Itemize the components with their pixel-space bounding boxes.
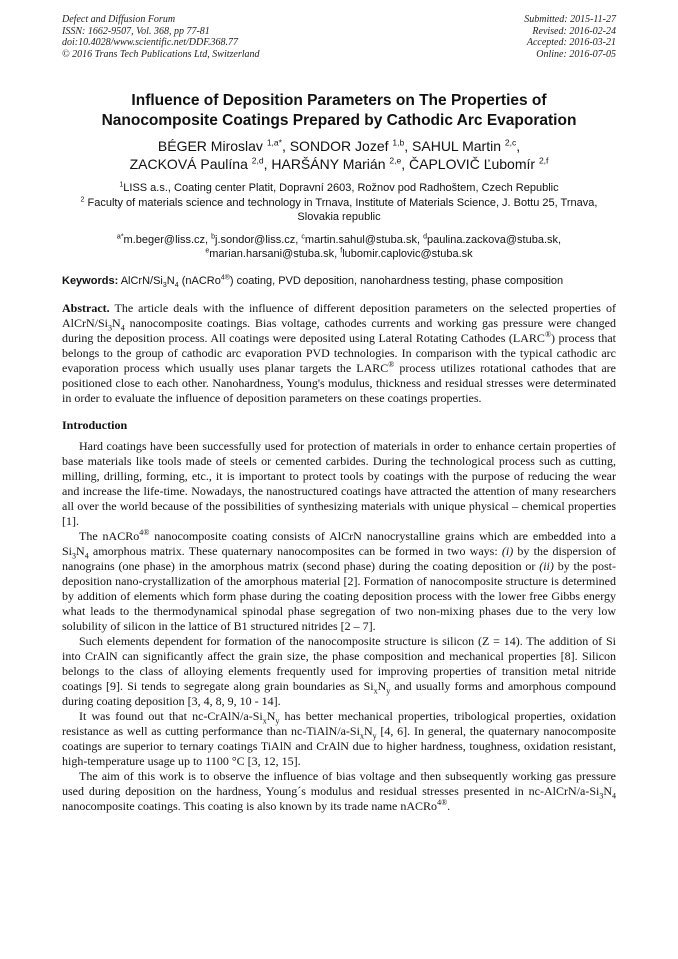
author-line: ZACKOVÁ Paulína $^{2,d}$, HARŠÁNY Marián $^{2,e}$, ČAPLOVIČ Ľubomír $^{2,f}$ [129, 155, 549, 172]
paper-page [62, 14, 616, 814]
keywords: Keywords: AlCrN/$Si_3N_4$ (nACRo$^{4®}$) coating, PVD deposition, nanohardness testing, phase composition [62, 273, 564, 289]
title-line: Influence of Deposition Parameters on The Properties of [131, 92, 547, 109]
author-list [62, 137, 616, 173]
author-sup: 1,b [392, 137, 405, 148]
author-name: BÉGER Miroslav [157, 138, 263, 154]
email-link[interactable]: paulina.zackova@stuba.sk, [427, 233, 562, 246]
section-heading-introduction: Introduction [62, 418, 128, 432]
abstract-label: Abstract. [62, 301, 110, 315]
email-link[interactable]: marian.harsani@stuba.sk, [209, 248, 338, 260]
intro-paragraph-1: Hard coatings have been successfully used for protection of materials in order to enhance certain properties of base materials like tools made of steels or cemented carbides. During the technological process such as cutting, milling, drilling, forming, etc., it is important to protect tools by coatings with the purpose of reducing the wear and increase the life-time. Nowadays, the nanostructured coatings have attracted the attention of many researchers all over the world because of the possibilities of synthesizing materials with unique physical – chemical properties [1]. [62, 439, 616, 528]
paper-title [62, 91, 616, 131]
journal-copyright: © 2016 Trans Tech Publications Ltd, Switzerland [62, 48, 260, 60]
journal-issn: ISSN: 1662-9507, Vol. 368, pp 77-81 [62, 25, 210, 37]
email-line: $^e$marian.harsani@stuba.sk, $^f$lubomir.caplovic@stuba.sk [205, 247, 473, 260]
email-link[interactable]: martin.sahul@stuba.sk, [304, 233, 421, 246]
email-link[interactable]: m.beger@liss.cz, [123, 233, 209, 246]
author-name: ČAPLOVIČ Ľubomír [409, 156, 536, 172]
date-revised: Revised: 2016-02-24 [532, 25, 616, 37]
affiliation-2: $^2$ Faculty of materials science and technology in Trnava, Institute of Materials Science, J. Bottu 25, Trnava, Slovakia republic [80, 195, 598, 223]
author-line: BÉGER Miroslav $^{1,a*}$, SONDOR Jozef $^{1,b}$, SAHUL Martin $^{2,c}$, [157, 137, 521, 154]
date-accepted: Accepted: 2016-03-21 [526, 37, 616, 48]
email-link[interactable]: lubomir.caplovic@stuba.sk [342, 248, 473, 260]
abstract: Abstract. The article deals with the influence of different deposition parameters on the selected properties of AlCrN/$Si_3N_4$ nanocomposite coatings. Bias voltage, cathodes currents and working gas pressure were changed during the deposition process. All coatings were deposited using Lateral Rotating Cathodes (LARC®) process that belongs to the group of cathodic arc evaporation PVD technologies. In comparison with the typical cathodic arc evaporation process which usually uses planar targets the LARC® process utilizes rotational cathodes that are positioned close to each other. Nanohardness, Young's modulus, thickness and residual stresses were determinated in order to evaluate the influence of deposition parameters on these coatings properties. [62, 301, 617, 405]
title-line: Nanocomposite Coatings Prepared by Cathodic Arc Evaporation [101, 112, 577, 129]
intro-paragraph-4: It was found out that $nc-CrAlN/a-Si_xN_y$ has better mechanical properties, tribological properties, oxidation resistance as well as cutting performance than $nc-TiAlN/a-Si_xN_y$ [4, 6]. In general, the quaternary nanocomposite coatings are superior to ternary coatings TiAlN and CrAlN due to higher hardness, toughness, oxidation resistant, high-temperature usage up to 1100 °C [3, 12, 15]. [62, 709, 617, 768]
journal-header [62, 14, 616, 60]
affiliation-1: $^1$LISS a.s., Coating center Platit, Dopravní 2603, Rožnov pod Radhoštem, Czech Republic [119, 181, 559, 194]
journal-name: Defect and Diffusion Forum [62, 14, 176, 25]
author-sup: 2,c [504, 137, 517, 148]
intro-paragraph-5: The aim of this work is to observe the influence of bias voltage and then subsequently working gas pressure used during deposition on the hardness, Young´s modulus and residual stresses presented in $nc-AlCrN/a-Si_3N_4$ nanocomposite coatings. This coating is also known by its trade name nACRo$^{4®}$. [62, 769, 616, 813]
intro-paragraph-2: The nACRo$^{4®}$ nanocomposite coating consists of AlCrN nanocrystalline grains which are embedded into a $Si_3N_4$ amorphous matrix. These quaternary nanocomposites can be formed in two ways: (i) by the dispersion of nanograins (one phase) in the amorphous matrix (second phase) during the coating deposition or (ii) by the post-deposition nano-crystallization of the amorphous material [2]. Formation of nanocomposite structure is determined by addition of elements which form phase during the coating deposition process with the lower free Gibbs energy what leads to the thermodynamical spinodal phase segregation of two non-mixing phases due to the very low solubility of silicon in the lattice of B1 structured nitrides [2 – 7]. [62, 528, 617, 633]
email-link[interactable]: j.sondor@liss.cz, [215, 233, 299, 246]
author-sup: 2,f [538, 155, 549, 166]
author-name: SONDOR Jozef [289, 138, 389, 154]
publication-dates [524, 14, 616, 60]
author-sup: 1,a* [266, 137, 282, 148]
journal-doi: doi:10.4028/www.scientific.net/DDF.368.77 [62, 37, 239, 48]
author-name: ZACKOVÁ Paulína [129, 156, 248, 172]
date-online: Online: 2016-07-05 [536, 48, 616, 60]
author-name: SAHUL Martin [412, 138, 501, 154]
affiliations [62, 181, 616, 225]
author-name: HARŠÁNY Marián [271, 156, 386, 172]
author-emails [62, 233, 616, 262]
intro-paragraph-3: Such elements dependent for formation of the nanocomposite structure is silicon (Z = 14). The addition of Si into CrAlN can significantly affect the grain size, the phase composition and mechanical properties [8]. Silicon belongs to the class of alloying elements frequently used for improving properties of transition metal nitride coatings [9]. Si tends to segregate along grain boundaries as $Si_xN_y$ and usually forms and amorphous compound during coating deposition [3, 4, 8, 9, 10 - 14]. [62, 634, 616, 708]
keywords-label: Keywords: [62, 274, 119, 287]
journal-info [62, 14, 260, 60]
author-sup: 2,e [389, 155, 402, 166]
date-submitted: Submitted: 2015-11-27 [524, 14, 616, 25]
email-line: $^{a*}$m.beger@liss.cz, $^b$j.sondor@liss.cz, $^c$martin.sahul@stuba.sk, $^d$paulina.zackova@stuba.sk, [116, 232, 562, 246]
author-sup: 2,d [251, 155, 264, 166]
